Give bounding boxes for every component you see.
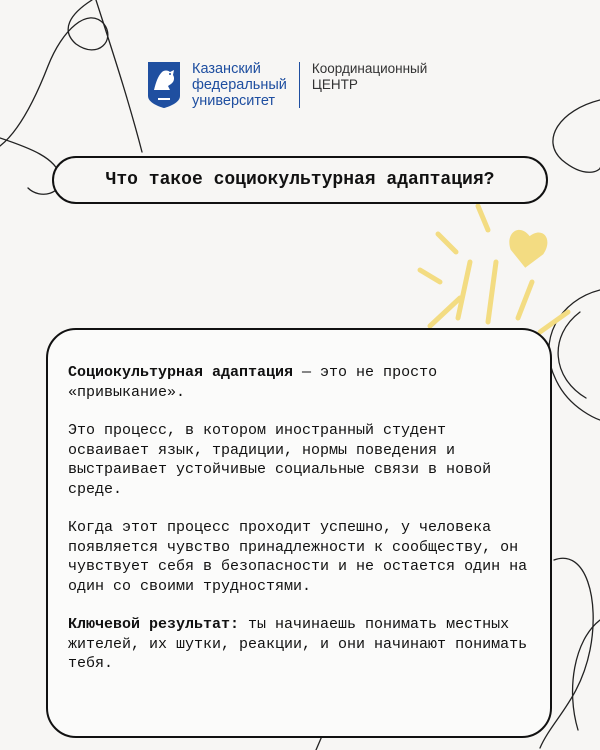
loop-line-bottom-right-2 (573, 620, 600, 730)
university-name (192, 61, 287, 109)
sun-rays (420, 206, 568, 332)
definition-term: Социокультурная адаптация (68, 364, 294, 381)
center-name-line: Координационный (311, 61, 428, 76)
header-divider (299, 62, 300, 108)
header (146, 58, 427, 112)
squiggle-line-top-left-2 (0, 138, 60, 194)
paragraph-success: Когда этот процесс проходит успешно, у человека появляется чувство принадлежности к сообществу, он чувствует себя в безопасности и не остается один на один со своими трудностями. (68, 519, 528, 595)
heart-icon (506, 229, 549, 271)
university-name-line: университет (192, 93, 276, 109)
result-label: Ключевой результат: (68, 616, 240, 633)
squiggle-line-top-left (0, 0, 108, 146)
paragraph-process: Это процесс, в котором иностранный студент осваивает язык, традиции, нормы поведения и выстраивает устойчивые социальные связи в новой среде. (68, 422, 492, 498)
center-name-line: ЦЕНТР (311, 77, 358, 92)
coordination-center-name (312, 61, 427, 93)
university-name-line: федеральный (192, 77, 287, 93)
paragraph-result (68, 615, 536, 674)
kfu-leopard-emblem-icon (146, 60, 182, 110)
squiggle-line-top-right (96, 0, 142, 152)
paragraph-definition (68, 363, 536, 402)
loop-line-right-inner (558, 312, 586, 398)
university-name-line: Казанский (192, 61, 261, 77)
loop-line-top-right (553, 100, 600, 172)
definition-text: — это не просто «привыкание». (68, 364, 438, 401)
loop-line-right (549, 290, 600, 420)
content-card (46, 328, 552, 738)
stroke-bottom (316, 736, 322, 750)
page-title: Что такое социокультурная адаптация? (52, 156, 548, 204)
result-text: ты начинаешь понимать местных жителей, их шутки, реакции, и они начинают понимать тебя. (68, 616, 528, 672)
